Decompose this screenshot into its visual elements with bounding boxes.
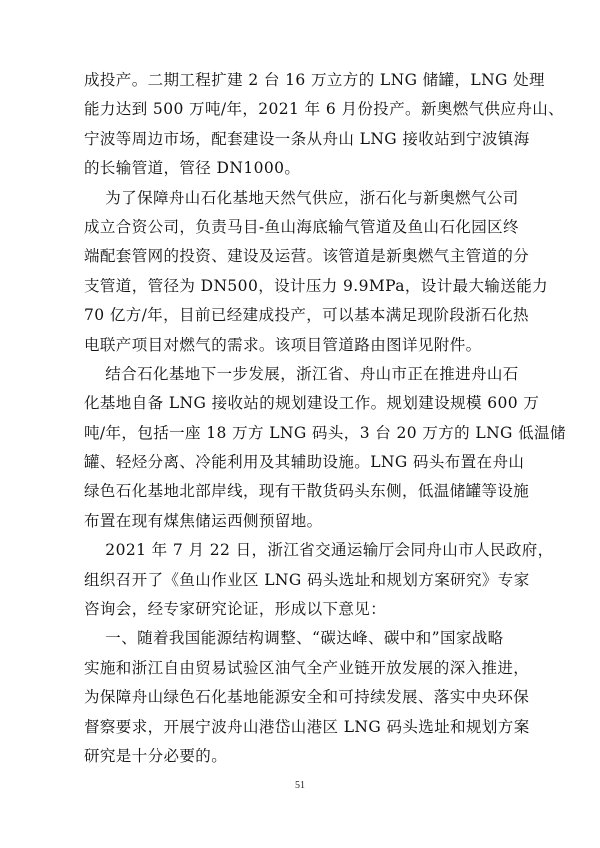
- text-line: 电联产项目对燃气的需求。该项目管道路由图详见附件。: [84, 335, 482, 354]
- text-line: 绿色石化基地北部岸线，现有干散货码头东侧，低温储罐等设施: [84, 482, 530, 501]
- text-line: 为保障舟山绿色石化基地能源安全和可持续发展、落实中央环保: [84, 688, 530, 707]
- text-line: 成投产。二期工程扩建 2 台 16 万立方的 LNG 储罐，LNG 处理: [84, 71, 545, 89]
- text-line: 研究是十分必要的。: [84, 746, 228, 765]
- text-line: 化基地自备 LNG 接收站的规划建设工作。规划建设规模 600 万: [84, 394, 540, 413]
- text-line: 70 亿方/年，目前已经建成投产，可以基本满足现阶段浙石化热: [84, 306, 529, 325]
- text-line: 督察要求，开展宁波舟山港岱山港区 LNG 码头选址和规划方案: [84, 717, 530, 736]
- paragraph-1: [84, 66, 565, 184]
- text-line: 的长输管道，管径 DN1000。: [84, 159, 301, 178]
- text-line: 端配套管网的投资、建设及运营。该管道是新奥燃气主管道的分: [84, 247, 530, 266]
- text-line: 宁波等周边市场，配套建设一条从舟山 LNG 接收站到宁波镇海: [84, 129, 530, 148]
- text-line: 支管道，管径为 DN500，设计压力 9.9MPa，设计最大输送能力: [84, 276, 549, 295]
- text-line: 罐、轻烃分离、冷能利用及其辅助设施。LNG 码头布置在舟山: [84, 453, 525, 472]
- text-line: 一、随着我国能源结构调整、“碳达峰、碳中和”国家战略: [84, 629, 504, 648]
- text-line: 能力达到 500 万吨/年，2021 年 6 月份投产。新奥燃气供应舟山、: [84, 100, 565, 119]
- text-line: 成立合资公司，负责马目-鱼山海底输气管道及鱼山石化园区终: [84, 217, 519, 236]
- text-line: 布置在现有煤焦储运西侧预留地。: [84, 511, 323, 530]
- text-line: 吨/年，包括一座 18 万方 LNG 码头，3 台 20 万方的 LNG 低温储: [84, 423, 566, 442]
- page-number: 51: [295, 780, 305, 791]
- paragraph-4: [84, 536, 554, 624]
- text-line: 为了保障舟山石化基地天然气供应，浙石化与新奥燃气公司: [84, 188, 519, 207]
- paragraph-2: [84, 184, 549, 360]
- text-line: 咨询会，经专家研究论证，形成以下意见：: [84, 600, 387, 619]
- body-text: [84, 66, 566, 771]
- text-line: 结合石化基地下一步发展，浙江省、舟山市正在推进舟山石: [84, 364, 519, 383]
- paragraph-3: [84, 360, 566, 536]
- text-line: 实施和浙江自由贸易试验区油气全产业链开放发展的深入推进，: [84, 658, 530, 677]
- text-line: 2021 年 7 月 22 日，浙江省交通运输厅会同舟山市人民政府，: [84, 541, 554, 560]
- text-line: 组织召开了《鱼山作业区 LNG 码头选址和规划方案研究》专家: [84, 570, 530, 589]
- paragraph-5: [84, 624, 530, 771]
